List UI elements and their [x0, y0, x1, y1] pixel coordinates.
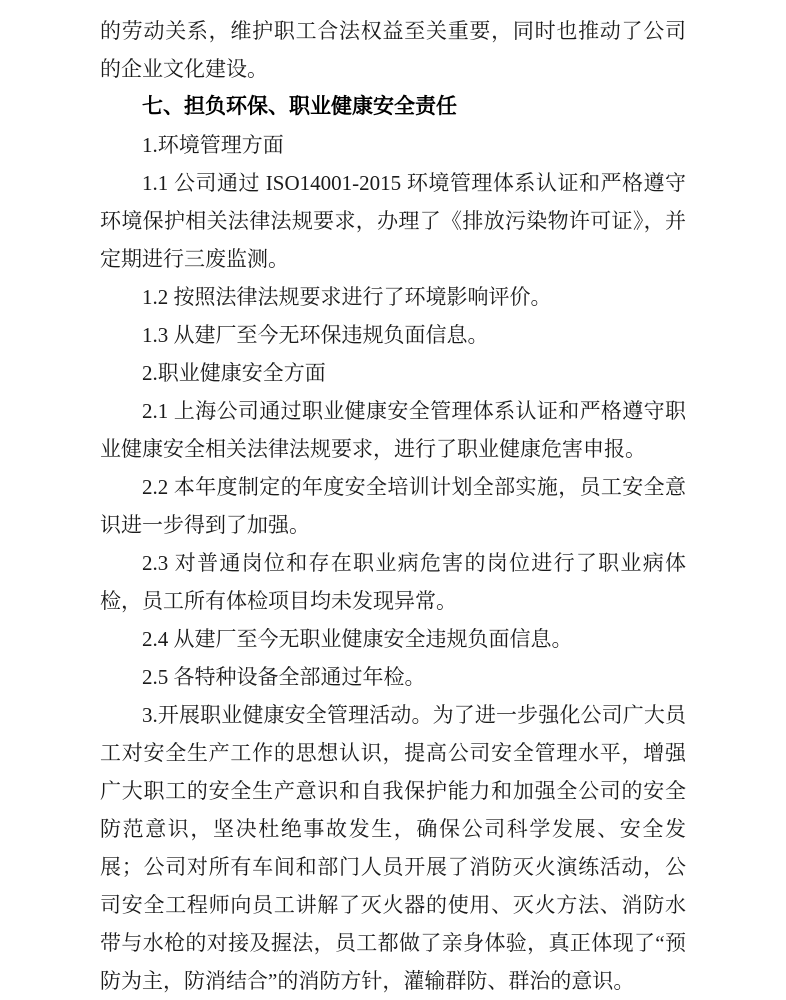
- paragraph-env-1-1: 1.1 公司通过 ISO14001-2015 环境管理体系认证和严格遵守环境保护相关法律法规要求，办理了《排放污染物许可证》，并定期进行三废监测。: [100, 171, 686, 271]
- paragraph-ohs-2-1: 2.1 上海公司通过职业健康安全管理体系认证和严格遵守职业健康安全相关法律法规要求，进行了职业健康危害申报。: [100, 399, 686, 461]
- paragraph-env-1-3: 1.3 从建厂至今无环保违规负面信息。: [142, 323, 489, 347]
- paragraph-continued: 的劳动关系，维护职工合法权益至关重要，同时也推动了公司的企业文化建设。: [100, 19, 686, 81]
- paragraph-env-mgmt-title: 1.环境管理方面: [142, 133, 284, 157]
- paragraph-ohs-title: 2.职业健康安全方面: [142, 361, 326, 385]
- paragraph-ohs-2-3: 2.3 对普通岗位和存在职业病危害的岗位进行了职业病体检，员工所有体检项目均未发现异常。: [100, 551, 686, 613]
- paragraph-env-1-2: 1.2 按照法律法规要求进行了环境影响评价。: [142, 285, 552, 309]
- paragraph-ohs-2-5: 2.5 各特种设备全部通过年检。: [142, 665, 426, 689]
- paragraph-ohs-2-4: 2.4 从建厂至今无职业健康安全违规负面信息。: [142, 627, 573, 651]
- paragraph-ohs-activities: 3.开展职业健康安全管理活动。为了进一步强化公司广大员工对安全生产工作的思想认识，提高公司安全管理水平，增强广大职工的安全生产意识和自我保护能力和加强全公司的安全防范意识，坚决杜绝事故发生，确保公司科学发展、安全发展；公司对所有车间和部门人员开展了消防灭火演练活动，公司安全工程师向员工讲解了灭火器的使用、灭火方法、消防水带与水枪的对接及握法，员工都做了亲身体验，真正体现了“预防为主，防消结合”的消防方针，灌输群防、群治的意识。: [100, 703, 686, 993]
- section-heading: 七、担负环保、职业健康安全责任: [142, 95, 457, 118]
- paragraph-ohs-2-2: 2.2 本年度制定的年度安全培训计划全部实施，员工安全意识进一步得到了加强。: [100, 475, 686, 537]
